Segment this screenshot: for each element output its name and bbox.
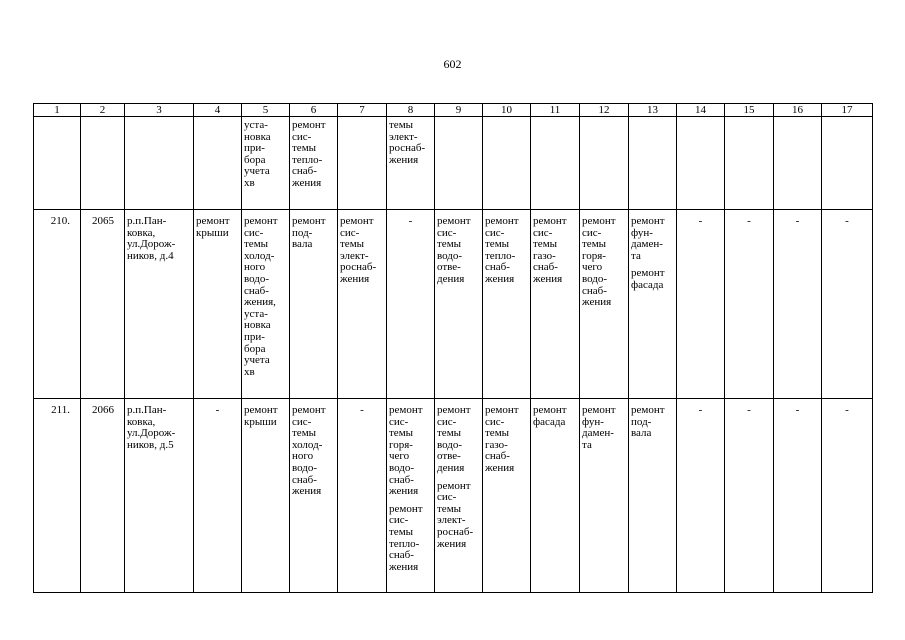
cell-text-line: уста-: [244, 119, 268, 131]
cell-text-line: ковка,: [127, 226, 156, 239]
table-cell: [483, 210, 531, 399]
cell-text-line: ного: [244, 261, 266, 274]
table-cell: [34, 210, 81, 399]
column-number-cell: 11: [531, 104, 580, 117]
cell-text-line: темы: [437, 238, 462, 251]
cell-text-line: горя-: [389, 438, 413, 451]
table-cell: [338, 399, 387, 593]
cell-text-line: темы: [485, 427, 510, 440]
cell-text-line: снаб-: [244, 284, 269, 297]
table-cell: [338, 117, 387, 210]
cell-text-line: сис-: [244, 226, 264, 239]
cell-text-line: -: [747, 404, 751, 416]
table-cell: [774, 117, 822, 210]
cell-text-line: темы: [533, 238, 558, 251]
column-number-cell: 3: [125, 104, 194, 117]
cell-text-line: темы: [292, 427, 317, 440]
column-number-row: [34, 104, 873, 117]
cell-text-line: темы: [582, 238, 607, 251]
cell-text-line: тепло-: [485, 249, 516, 262]
cell-text-line: снаб-: [533, 261, 558, 274]
cell-text-line: жения: [389, 153, 419, 166]
table-cell: [629, 399, 677, 593]
cell-text-line: элект-: [389, 130, 418, 143]
cell-text-line: снаб-: [485, 450, 510, 463]
table-cell: [677, 210, 725, 399]
table-cell: [483, 117, 531, 210]
cell-text-line: водо-: [437, 249, 463, 262]
table-cell: [435, 399, 483, 593]
cell-text-line: ремонт: [631, 215, 665, 227]
cell-text-line: 2066: [92, 404, 114, 416]
table-cell: [531, 399, 580, 593]
cell-text-line: р.п.Пан-: [127, 215, 167, 227]
cell-text-line: темы: [292, 142, 317, 155]
cell-text-line: ремонт: [533, 215, 567, 227]
table-cell: [580, 117, 629, 210]
table-cell: [822, 117, 873, 210]
cell-text-line: дения: [437, 461, 465, 474]
cell-text-line: снаб-: [582, 284, 607, 297]
cell-text-line: уста-: [244, 307, 268, 320]
cell-text-line: темы: [389, 427, 414, 440]
cell-text-line: жения: [582, 296, 612, 309]
table-cell: [387, 210, 435, 399]
cell-text-line: бора: [244, 342, 266, 355]
cell-text-line: холод-: [292, 438, 323, 451]
cell-text-line: 210.: [50, 215, 70, 227]
table-cell: [435, 117, 483, 210]
cell-text-line: фасада: [631, 278, 664, 291]
table-cell: [290, 399, 338, 593]
cell-text-line: ремонт: [582, 404, 616, 416]
table-cell: [194, 117, 242, 210]
cell-text-line: ремонт: [582, 215, 616, 227]
cell-text-line: темы: [437, 427, 462, 440]
cell-text-line: дамен-: [631, 238, 663, 251]
cell-text-line: сис-: [437, 491, 457, 504]
cell-text-line: темы: [485, 238, 510, 251]
column-number-cell: 14: [677, 104, 725, 117]
cell-text-line: сис-: [533, 226, 553, 239]
cell-text-line: ремонт: [437, 215, 471, 227]
column-number-cell: 16: [774, 104, 822, 117]
column-number-cell: 7: [338, 104, 387, 117]
cell-text-line: при-: [244, 330, 265, 343]
cell-text-line: темы: [244, 238, 269, 251]
table-cell: [629, 117, 677, 210]
cell-text-line: фасада: [533, 415, 566, 428]
cell-text-line: снаб-: [292, 473, 317, 486]
cell-text-line: роснаб-: [437, 525, 474, 538]
table-cell: [125, 117, 194, 210]
cell-text-line: ремонт: [631, 404, 665, 416]
cell-text-line: ремонт: [631, 267, 665, 280]
table-cell: [125, 399, 194, 593]
cell-text-line: газо-: [485, 438, 508, 451]
table-cell: [34, 399, 81, 593]
cell-text-line: чего: [582, 261, 603, 274]
cell-text-line: дения: [437, 272, 465, 285]
cell-text-line: сис-: [389, 415, 409, 428]
cell-text-line: -: [698, 404, 703, 416]
cell-text-line: 2065: [92, 215, 114, 227]
cell-text-line: чего: [389, 450, 410, 463]
cell-text-line: сис-: [340, 226, 360, 239]
page-number: 602: [443, 57, 462, 71]
table-cell: [774, 210, 822, 399]
cell-text-line: жения: [340, 272, 370, 285]
table-cell: [725, 399, 774, 593]
cell-text-line: тепло-: [389, 537, 420, 550]
column-number-cell: 6: [290, 104, 338, 117]
cell-text-line: сис-: [437, 226, 457, 239]
cell-text-line: -: [845, 215, 849, 227]
cell-text-line: сис-: [292, 415, 312, 428]
cell-text-line: ул.Дорож-: [127, 238, 176, 251]
cell-text-line: ремонт: [389, 404, 423, 416]
cell-text-line: бора: [244, 153, 266, 166]
cell-text-line: темы: [437, 502, 462, 515]
table-row: [34, 117, 873, 210]
table-cell: [81, 399, 125, 593]
column-number-cell: 10: [483, 104, 531, 117]
table-cell: [677, 117, 725, 210]
cell-text-line: ремонт: [244, 404, 278, 416]
column-number-cell: 17: [822, 104, 873, 117]
cell-text-line: ремонт: [533, 404, 567, 416]
table-cell: [242, 210, 290, 399]
table-row: [34, 399, 873, 593]
cell-text-line: хв: [244, 176, 255, 189]
table-cell: [387, 399, 435, 593]
cell-text-line: жения: [292, 485, 322, 498]
cell-text-line: жения: [389, 560, 419, 573]
cell-text-line: ул.Дорож-: [127, 427, 176, 440]
cell-text-line: хв: [244, 365, 255, 378]
table-cell: [580, 399, 629, 593]
cell-text-line: -: [747, 215, 751, 227]
table-cell: [822, 399, 873, 593]
cell-text-line: -: [698, 215, 703, 227]
table-cell: [34, 117, 81, 210]
cell-text-line: ремонт: [437, 404, 471, 416]
cell-text-line: отве-: [437, 450, 461, 463]
table-cell: [242, 117, 290, 210]
table-cell: [338, 210, 387, 399]
cell-text-line: сис-: [485, 415, 505, 428]
cell-text-line: сис-: [437, 415, 457, 428]
cell-text-line: -: [795, 404, 800, 416]
cell-text-line: снаб-: [389, 473, 414, 486]
cell-text-line: вала: [292, 238, 313, 251]
cell-text-line: сис-: [389, 514, 409, 527]
cell-text-line: крыши: [244, 415, 277, 428]
cell-text-line: сис-: [582, 226, 602, 239]
cell-text-line: р.п.Пан-: [127, 404, 167, 416]
cell-text-line: ремонт: [389, 502, 423, 515]
column-number-cell: 9: [435, 104, 483, 117]
cell-text-line: крыши: [196, 226, 229, 239]
cell-text-line: элект-: [340, 249, 369, 262]
cell-text-line: темы: [389, 525, 414, 538]
cell-text-line: ремонт: [437, 479, 471, 492]
column-number-cell: 1: [34, 104, 81, 117]
table-cell: [725, 210, 774, 399]
cell-text-line: дамен-: [582, 427, 614, 440]
cell-text-line: -: [795, 215, 800, 227]
table-cell: [531, 210, 580, 399]
cell-text-line: ремонт: [485, 404, 519, 416]
cell-text-line: -: [845, 404, 849, 416]
cell-text-line: учета: [244, 165, 270, 178]
cell-text-line: темы: [389, 119, 414, 131]
cell-text-line: жения: [485, 461, 515, 474]
cell-text-line: жения: [437, 537, 467, 550]
cell-text-line: сис-: [485, 226, 505, 239]
cell-text-line: -: [408, 215, 413, 227]
table-cell: [483, 399, 531, 593]
cell-text-line: жения: [389, 485, 419, 498]
table-cell: [194, 210, 242, 399]
cell-text-line: водо-: [389, 461, 415, 474]
cell-text-line: та: [582, 438, 592, 451]
table-cell: [677, 399, 725, 593]
table-cell: [125, 210, 194, 399]
cell-text-line: темы: [340, 238, 365, 251]
column-number-cell: 2: [81, 104, 125, 117]
table-cell: [387, 117, 435, 210]
cell-text-line: фун-: [631, 226, 653, 239]
cell-text-line: элект-: [437, 514, 466, 527]
cell-text-line: учета: [244, 354, 270, 367]
table-cell: [194, 399, 242, 593]
cell-text-line: ремонт: [292, 119, 326, 131]
cell-text-line: снаб-: [292, 165, 317, 178]
cell-text-line: та: [631, 249, 641, 262]
table-cell: [81, 117, 125, 210]
cell-text-line: под-: [292, 226, 313, 239]
cell-text-line: водо-: [582, 272, 608, 285]
cell-text-line: ремонт: [196, 215, 230, 227]
cell-text-line: ремонт: [292, 404, 326, 416]
table-cell: [774, 399, 822, 593]
cell-text-line: газо-: [533, 249, 556, 262]
cell-text-line: роснаб-: [389, 142, 426, 155]
column-number-cell: 5: [242, 104, 290, 117]
cell-text-line: снаб-: [389, 549, 414, 562]
cell-text-line: водо-: [244, 272, 270, 285]
table-row: [34, 210, 873, 399]
table-cell: [725, 117, 774, 210]
cell-text-line: 211.: [51, 404, 70, 416]
cell-text-line: горя-: [582, 249, 606, 262]
table-cell: [629, 210, 677, 399]
cell-text-line: под-: [631, 415, 652, 428]
cell-text-line: холод-: [244, 249, 275, 262]
cell-text-line: новка: [244, 130, 271, 143]
cell-text-line: ного: [292, 450, 314, 463]
cell-text-line: жения: [485, 272, 515, 285]
cell-text-line: роснаб-: [340, 261, 377, 274]
cell-text-line: жения: [533, 272, 563, 285]
column-number-cell: 13: [629, 104, 677, 117]
cell-text-line: тепло-: [292, 153, 323, 166]
cell-text-line: -: [215, 404, 220, 416]
table-cell: [81, 210, 125, 399]
cell-text-line: ников, д.4: [127, 249, 174, 262]
cell-text-line: ремонт: [292, 215, 326, 227]
cell-text-line: при-: [244, 142, 265, 155]
cell-text-line: снаб-: [485, 261, 510, 274]
cell-text-line: водо-: [437, 438, 463, 451]
cell-text-line: ремонт: [340, 215, 374, 227]
cell-text-line: жения: [292, 176, 322, 189]
cell-text-line: водо-: [292, 461, 318, 474]
table-cell: [290, 210, 338, 399]
column-number-cell: 8: [387, 104, 435, 117]
cell-text-line: сис-: [292, 130, 312, 143]
table-cell: [580, 210, 629, 399]
cell-text-line: фун-: [582, 415, 604, 428]
table-cell: [822, 210, 873, 399]
table-cell: [531, 117, 580, 210]
cell-text-line: ников, д.5: [127, 438, 174, 451]
column-number-cell: 12: [580, 104, 629, 117]
cell-text-line: -: [360, 404, 364, 416]
cell-text-line: ремонт: [485, 215, 519, 227]
repair-schedule-table: [33, 103, 873, 593]
table-cell: [242, 399, 290, 593]
cell-text-line: ремонт: [244, 215, 278, 227]
column-number-cell: 15: [725, 104, 774, 117]
cell-text-line: ковка,: [127, 415, 156, 428]
table-cell: [435, 210, 483, 399]
cell-text-line: жения,: [244, 296, 276, 309]
cell-text-line: отве-: [437, 261, 461, 274]
cell-text-line: новка: [244, 319, 271, 332]
table-cell: [290, 117, 338, 210]
cell-text-line: вала: [631, 427, 652, 440]
column-number-cell: 4: [194, 104, 242, 117]
